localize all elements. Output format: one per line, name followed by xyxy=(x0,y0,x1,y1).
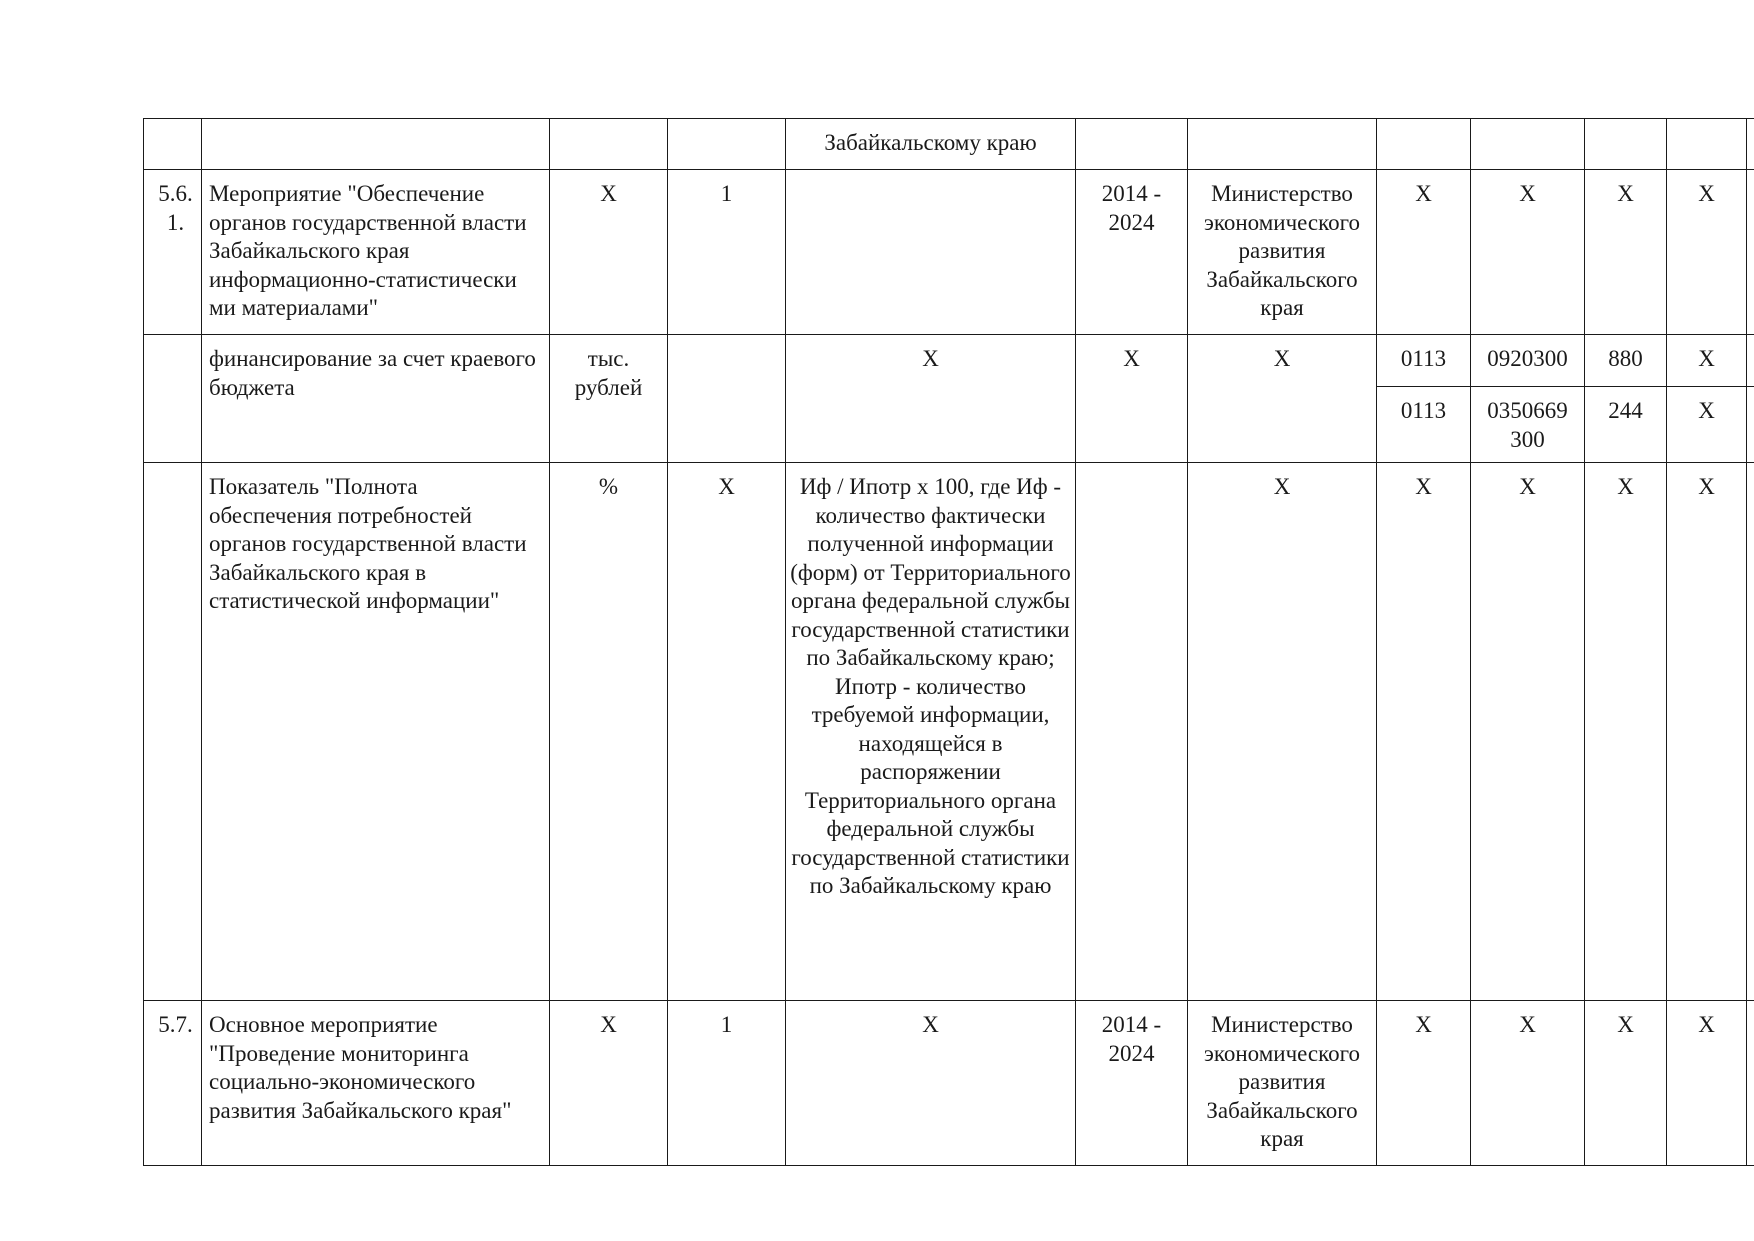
cell-code: 0113 xyxy=(1377,335,1471,387)
cell-code xyxy=(1747,119,1754,170)
cell-unit: X xyxy=(550,1001,668,1166)
indicator-title: Показатель "Полнота обеспечения потребностей органов государственной власти Забайкальского края в статистической информации" xyxy=(202,463,550,1001)
cell-unit: X xyxy=(550,170,668,335)
cell-weight xyxy=(668,119,786,170)
cell-code: X xyxy=(1667,387,1747,463)
table-row xyxy=(144,335,1754,387)
table-row xyxy=(144,1001,1754,1166)
cell-num xyxy=(144,119,202,170)
cell-formula: Забайкальскому краю xyxy=(786,119,1076,170)
cell-weight xyxy=(668,335,786,463)
row-title: Мероприятие "Обеспечение органов государственной власти Забайкальского края информационно-статистически ми материалами" xyxy=(202,170,550,335)
cell-code: X xyxy=(1667,1001,1747,1166)
cell-weight: X xyxy=(668,463,786,1001)
cell-code: X xyxy=(1377,463,1471,1001)
cell-code: X xyxy=(1585,170,1667,335)
cell-code: X xyxy=(1377,1001,1471,1166)
cell-code xyxy=(1747,463,1754,1001)
cell-formula: X xyxy=(786,335,1076,463)
cell-unit xyxy=(550,119,668,170)
cell-code: X xyxy=(1377,170,1471,335)
cell-num xyxy=(144,463,202,1001)
program-table xyxy=(143,118,1754,1166)
cell-code: X xyxy=(1667,170,1747,335)
cell-code: 244 xyxy=(1585,387,1667,463)
cell-code: 0113 xyxy=(1377,387,1471,463)
cell-responsible: X xyxy=(1188,463,1377,1001)
cell-weight: 1 xyxy=(668,170,786,335)
cell-code: X xyxy=(1667,335,1747,387)
cell-responsible: X xyxy=(1188,335,1377,463)
cell-period: X xyxy=(1076,335,1188,463)
cell-code xyxy=(1377,119,1471,170)
cell-unit: тыс. рублей xyxy=(550,335,668,463)
cell-code: X xyxy=(1471,463,1585,1001)
cell-code: 0920300 xyxy=(1471,335,1585,387)
cell-responsible: Министерство экономического развития Забайкальского края xyxy=(1188,1001,1377,1166)
cell-code xyxy=(1747,170,1754,335)
financing-label: финансирование за счет краевого бюджета xyxy=(202,335,550,463)
cell-period xyxy=(1076,119,1188,170)
cell-name xyxy=(202,119,550,170)
cell-code xyxy=(1471,119,1585,170)
cell-period: 2014 - 2024 xyxy=(1076,170,1188,335)
cell-code xyxy=(1747,387,1754,463)
cell-code: X xyxy=(1471,170,1585,335)
cell-code: X xyxy=(1667,463,1747,1001)
cell-responsible xyxy=(1188,119,1377,170)
cell-code xyxy=(1747,1001,1754,1166)
cell-code: X xyxy=(1585,1001,1667,1166)
cell-period: 2014 - 2024 xyxy=(1076,1001,1188,1166)
cell-responsible: Министерство экономического развития Забайкальского края xyxy=(1188,170,1377,335)
cell-code: 880 xyxy=(1585,335,1667,387)
cell-weight: 1 xyxy=(668,1001,786,1166)
row-title: Основное мероприятие "Проведение мониторинга социально-экономического развития Забайкальского края" xyxy=(202,1001,550,1166)
cell-unit: % xyxy=(550,463,668,1001)
row-number: 5.7. xyxy=(144,1001,202,1166)
cell-period xyxy=(1076,463,1188,1001)
cell-code xyxy=(1585,119,1667,170)
cell-formula xyxy=(786,170,1076,335)
cell-code: X xyxy=(1471,1001,1585,1166)
cell-num xyxy=(144,335,202,463)
indicator-formula: Иф / Ипотр x 100, где Иф - количество фактически полученной информации (форм) от Территориального органа федеральной службы государственной статистики по Забайкальскому краю; Ипотр - количество требуемой информации, находящейся в распоряжении Территориального органа федеральной службы государственной статистики по Забайкальскому краю xyxy=(786,463,1076,1001)
table-row xyxy=(144,463,1754,1001)
row-number: 5.6. 1. xyxy=(144,170,202,335)
table-row xyxy=(144,170,1754,335)
table-row xyxy=(144,119,1754,170)
cell-code: X xyxy=(1585,463,1667,1001)
cell-formula: X xyxy=(786,1001,1076,1166)
cell-code xyxy=(1667,119,1747,170)
cell-code xyxy=(1747,335,1754,387)
cell-code: 0350669 300 xyxy=(1471,387,1585,463)
